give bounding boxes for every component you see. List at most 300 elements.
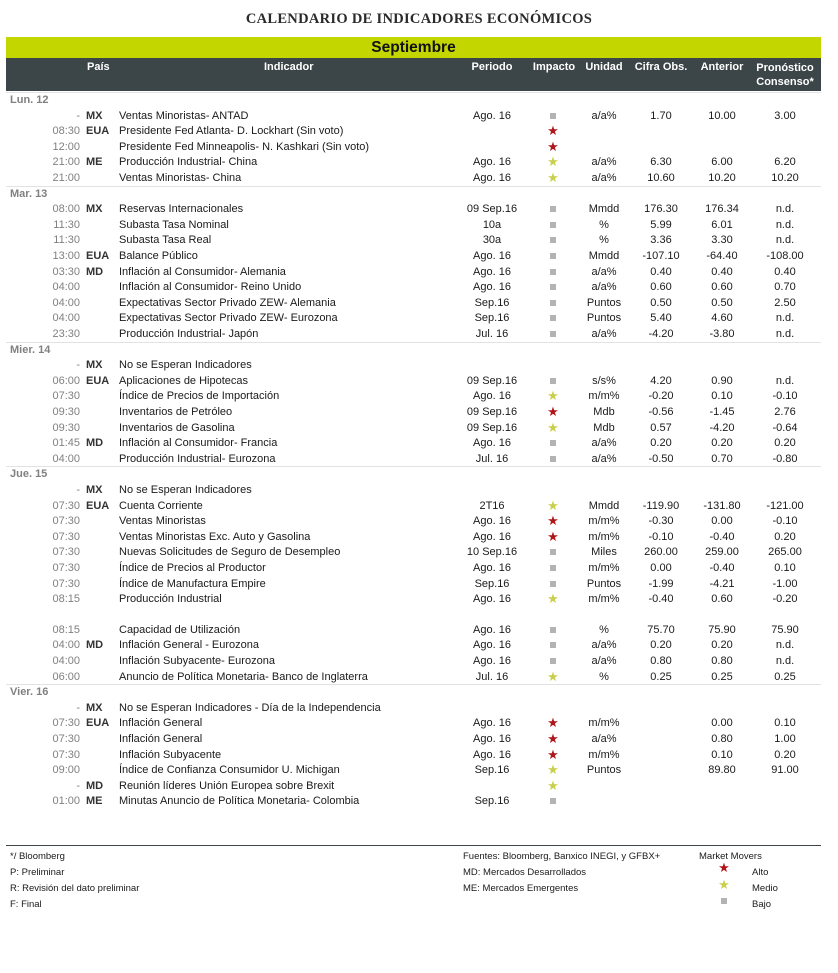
day-label: Vier. 16 [10, 686, 49, 699]
table-row [0, 435, 838, 451]
indicator-cell: Producción Industrial- China [119, 156, 258, 169]
period-cell: 10 Sep.16 [466, 546, 518, 559]
forecast-cell: 0.70 [774, 281, 796, 294]
month-banner: Septiembre [6, 37, 821, 58]
unit-cell: % [599, 234, 609, 247]
observed-cell: 0.00 [650, 562, 672, 574]
indicator-cell: Producción Industrial [119, 593, 222, 606]
indicator-cell: Índice de Precios al Productor [119, 562, 266, 574]
time-cell: 07:30 [52, 546, 80, 559]
impact-low-square-icon [538, 622, 568, 636]
legend-title: Market Movers [699, 851, 762, 862]
period-cell: 2T16 [479, 499, 505, 512]
unit-cell: m/m% [588, 562, 620, 574]
table-row [0, 123, 838, 139]
day-label: Mar. 13 [10, 187, 48, 200]
table-row [0, 622, 838, 638]
indicator-cell: Anuncio de Política Monetaria- Banco de Inglaterra [119, 670, 368, 683]
observed-cell: 0.20 [650, 437, 672, 450]
indicator-cell: Inventarios de Gasolina [119, 421, 235, 434]
previous-cell: 176.34 [705, 203, 739, 216]
observed-cell: 3.36 [650, 234, 672, 247]
period-cell: Ago. 16 [473, 156, 511, 169]
table-row [0, 217, 838, 233]
day-header-row [0, 92, 838, 108]
period-cell: Ago. 16 [473, 281, 511, 294]
unit-cell: Puntos [586, 764, 622, 777]
indicator-cell: Producción Industrial- Japón [119, 328, 259, 340]
time-cell: 07:30 [52, 717, 80, 730]
unit-cell: a/a% [591, 281, 617, 294]
time-cell: 07:30 [52, 562, 80, 574]
observed-cell: 5.99 [650, 218, 672, 231]
impact-high-star-icon: ★ [547, 528, 559, 544]
observed-cell: -0.56 [648, 406, 674, 418]
time-cell: 09:30 [52, 406, 80, 418]
day-label: Lun. 12 [10, 94, 49, 106]
unit-cell: a/a% [591, 172, 617, 184]
impact-high-star-icon: ★ [547, 746, 559, 762]
impact-low-square-icon [538, 248, 568, 262]
indicator-cell: No se Esperan Indicadores - Día de la Independencia [119, 701, 381, 714]
impact-medium-star-icon: ★ [547, 591, 559, 607]
table-row [0, 108, 838, 124]
indicator-cell: Inflación al Consumidor- Francia [119, 437, 278, 450]
observed-cell: 10.60 [647, 172, 675, 184]
period-cell: 09 Sep.16 [466, 406, 518, 418]
observed-cell: 0.40 [650, 265, 672, 278]
country-cell: EUA [86, 125, 110, 138]
col-pronostico-line2: Consenso* [756, 76, 814, 88]
previous-cell: 0.60 [711, 593, 733, 606]
observed-cell: 176.30 [644, 203, 678, 216]
forecast-cell: 75.90 [771, 623, 799, 636]
country-cell: EUA [86, 499, 110, 512]
previous-cell: 0.50 [711, 296, 733, 309]
unit-cell: Miles [591, 546, 617, 559]
table-row [0, 482, 838, 498]
time-cell: 04:00 [52, 296, 80, 309]
day-header-row [0, 342, 838, 358]
table-row [0, 669, 838, 685]
time-cell: 08:15 [52, 593, 80, 606]
indicator-cell: Capacidad de Utilización [119, 623, 241, 636]
time-cell: 06:00 [52, 670, 80, 683]
country-cell: EUA [86, 250, 110, 262]
observed-cell: 75.70 [647, 623, 675, 636]
table-row [0, 232, 838, 248]
time-cell: 08:30 [52, 125, 80, 138]
table-header [6, 58, 821, 91]
previous-cell: 0.60 [711, 281, 733, 294]
unit-cell: m/m% [588, 593, 620, 606]
impact-medium-star-icon: ★ [547, 777, 559, 793]
forecast-cell: -108.00 [766, 250, 804, 262]
footnote-revision: R: Revisión del dato preliminar [10, 883, 140, 894]
unit-cell: % [599, 218, 609, 231]
time-cell: - [76, 701, 80, 714]
forecast-cell: 3.00 [774, 109, 796, 122]
forecast-cell: 0.20 [774, 748, 796, 761]
table-bottom-rule [6, 845, 821, 846]
period-cell: Ago. 16 [473, 623, 511, 636]
impact-high-star-icon: ★ [547, 404, 559, 419]
period-cell: Sep.16 [474, 312, 510, 325]
forecast-cell: 0.10 [774, 562, 796, 574]
country-cell: EUA [86, 717, 110, 730]
observed-cell: 4.20 [650, 374, 672, 387]
previous-cell: -1.45 [709, 406, 735, 418]
footnote-bloomberg: */ Bloomberg [10, 851, 65, 862]
previous-cell: -64.40 [706, 250, 738, 262]
forecast-cell: 1.00 [774, 733, 796, 745]
period-cell: Sep.16 [474, 577, 510, 590]
unit-cell: a/a% [591, 639, 617, 652]
forecast-cell: 0.20 [774, 437, 796, 450]
forecast-cell: n.d. [775, 234, 795, 247]
period-cell: Ago. 16 [473, 717, 511, 730]
day-separator [6, 92, 821, 93]
time-cell: 01:00 [52, 795, 80, 808]
day-label: Mier. 14 [10, 343, 51, 356]
previous-cell: 0.40 [711, 265, 733, 278]
impact-low-square-icon [538, 576, 568, 590]
time-cell: 06:00 [52, 374, 80, 387]
unit-cell: m/m% [588, 748, 620, 761]
table-row [0, 451, 838, 467]
table-row [0, 248, 838, 264]
previous-cell: 0.10 [711, 748, 733, 761]
table-row [0, 653, 838, 669]
forecast-cell: 265.00 [768, 546, 802, 559]
day-separator [6, 342, 821, 343]
period-cell: Ago. 16 [473, 655, 511, 667]
observed-cell: -1.99 [648, 577, 674, 590]
unit-cell: Puntos [586, 312, 622, 325]
observed-cell: -107.10 [642, 250, 680, 262]
unit-cell: a/a% [591, 109, 617, 122]
table-row [0, 170, 838, 186]
table-row [0, 747, 838, 763]
country-cell: MD [86, 265, 104, 278]
previous-cell: 6.00 [711, 156, 733, 169]
unit-cell: % [599, 623, 609, 636]
table-row [0, 388, 838, 404]
table-row [0, 357, 838, 373]
indicator-cell: Nuevas Solicitudes de Seguro de Desempleo [119, 546, 341, 559]
impact-medium-star-icon: ★ [547, 497, 559, 513]
period-cell: Ago. 16 [473, 593, 511, 606]
impact-high-star-icon: ★ [547, 715, 559, 731]
unit-cell: a/a% [591, 156, 617, 169]
impact-low-square-icon [538, 653, 568, 667]
page-title: CALENDARIO DE INDICADORES ECONÓMICOS [245, 11, 593, 27]
period-cell: Ago. 16 [473, 109, 511, 122]
forecast-cell: n.d. [775, 328, 795, 340]
impact-high-star-icon: ★ [547, 123, 559, 139]
forecast-cell: n.d. [775, 218, 795, 231]
indicator-cell: Ventas Minoristas Exc. Auto y Gasolina [119, 530, 311, 543]
country-cell: MD [86, 779, 104, 792]
unit-cell: Puntos [586, 296, 622, 309]
unit-cell: m/m% [588, 717, 620, 730]
col-pronostico [750, 61, 820, 89]
indicator-cell: Ventas Minoristas- ANTAD [119, 109, 249, 122]
spacer-row [0, 607, 838, 623]
country-cell: ME [86, 795, 103, 808]
table-row [0, 560, 838, 576]
unit-cell: Mdb [593, 421, 615, 434]
observed-cell: 5.40 [650, 312, 672, 325]
observed-cell: 0.20 [650, 639, 672, 652]
table-row [0, 778, 838, 794]
impact-medium-star-icon: ★ [547, 170, 559, 185]
impact-low-square-icon [538, 232, 568, 246]
day-header-row [0, 186, 838, 202]
previous-cell: 0.80 [711, 733, 733, 745]
time-cell: 07:30 [52, 748, 80, 761]
period-cell: 09 Sep.16 [466, 374, 518, 387]
day-separator [6, 186, 821, 187]
indicator-cell: Balance Público [119, 250, 198, 262]
unit-cell: % [599, 670, 609, 683]
time-cell: 07:30 [52, 530, 80, 543]
country-cell: MX [86, 359, 103, 372]
table-row [0, 637, 838, 653]
previous-cell: 0.90 [711, 374, 733, 387]
table-row [0, 513, 838, 529]
impact-low-square-icon [538, 373, 568, 387]
time-cell: - [76, 484, 80, 496]
legend-high-star-icon: ★ [718, 860, 730, 875]
period-cell: 30a [482, 234, 502, 247]
period-cell: Sep.16 [474, 795, 510, 808]
previous-cell: 10.00 [708, 109, 736, 122]
time-cell: 07:30 [52, 390, 80, 403]
forecast-cell: -0.20 [772, 593, 798, 606]
footnote-preliminar: P: Preliminar [10, 867, 65, 878]
forecast-cell: -0.64 [772, 421, 798, 434]
col-unidad: Unidad [585, 61, 623, 73]
forecast-cell: 0.40 [774, 265, 796, 278]
previous-cell: 0.25 [711, 670, 733, 683]
previous-cell: 0.70 [711, 452, 733, 465]
time-cell: 12:00 [52, 140, 80, 153]
col-impacto: Impacto [532, 61, 576, 73]
period-cell: Ago. 16 [473, 733, 511, 745]
sources-note: Fuentes: Bloomberg, Banxico INEGI, y GFBX+ [463, 851, 661, 862]
indicator-cell: Inflación General - Eurozona [119, 639, 260, 652]
table-row [0, 264, 838, 280]
time-cell: 09:00 [52, 764, 80, 777]
impact-medium-star-icon: ★ [547, 762, 559, 778]
period-cell: Ago. 16 [473, 748, 511, 761]
country-cell: MD [86, 639, 104, 652]
time-cell: 04:00 [52, 281, 80, 294]
period-cell: 10a [482, 218, 502, 231]
indicator-cell: Inflación al Consumidor- Reino Unido [119, 281, 302, 294]
legend-medium-label: Medio [752, 883, 778, 894]
me-note: ME: Mercados Emergentes [463, 883, 579, 894]
indicator-cell: No se Esperan Indicadores [119, 484, 252, 496]
time-cell: 01:45 [52, 437, 80, 450]
previous-cell: 3.30 [711, 234, 733, 247]
legend-high-label: Alto [752, 867, 769, 878]
impact-low-square-icon [538, 544, 568, 558]
indicator-cell: Ventas Minoristas [119, 515, 206, 528]
table-row [0, 154, 838, 170]
time-cell: - [76, 779, 80, 792]
indicator-cell: No se Esperan Indicadores [119, 359, 252, 372]
forecast-cell: 6.20 [774, 156, 796, 169]
legend-low-label: Bajo [752, 899, 772, 910]
forecast-cell: -0.10 [772, 390, 798, 403]
impact-low-square-icon [538, 201, 568, 215]
time-cell: 07:30 [52, 515, 80, 528]
table-row [0, 279, 838, 295]
indicator-cell: Expectativas Sector Privado ZEW- Eurozona [119, 312, 338, 325]
time-cell: 04:00 [52, 655, 80, 667]
time-cell: - [76, 359, 80, 372]
unit-cell: m/m% [588, 390, 620, 403]
unit-cell: Mmdd [588, 250, 620, 262]
country-cell: ME [86, 156, 103, 169]
period-cell: Ago. 16 [473, 265, 511, 278]
previous-cell: 0.00 [711, 515, 733, 528]
observed-cell: 0.57 [650, 421, 672, 434]
forecast-cell: -0.10 [772, 515, 798, 528]
col-anterior: Anterior [700, 61, 744, 73]
table-row [0, 529, 838, 545]
indicator-cell: Aplicaciones de Hipotecas [119, 374, 249, 387]
footnote-final: F: Final [10, 899, 42, 910]
table-row [0, 404, 838, 420]
previous-cell: -4.21 [709, 577, 735, 590]
impact-low-square-icon [538, 637, 568, 651]
time-cell: 21:00 [52, 156, 80, 169]
period-cell: 09 Sep.16 [466, 421, 518, 434]
forecast-cell: 0.25 [774, 670, 796, 683]
period-cell: Ago. 16 [473, 437, 511, 450]
previous-cell: 75.90 [708, 623, 736, 636]
impact-high-star-icon: ★ [547, 513, 559, 529]
indicator-cell: Índice de Precios de Importación [119, 390, 280, 403]
country-cell: MD [86, 437, 104, 450]
table-row [0, 731, 838, 747]
previous-cell: -3.80 [709, 328, 735, 340]
impact-low-square-icon [538, 793, 568, 807]
unit-cell: a/a% [591, 733, 617, 745]
period-cell: Ago. 16 [473, 390, 511, 403]
previous-cell: -0.40 [709, 562, 735, 574]
impact-low-square-icon [538, 217, 568, 231]
impact-low-square-icon [538, 451, 568, 465]
period-cell: Ago. 16 [473, 562, 511, 574]
impact-medium-star-icon: ★ [547, 388, 559, 404]
impact-low-square-icon [538, 326, 568, 340]
previous-cell: 89.80 [708, 764, 736, 777]
unit-cell: Mdb [593, 406, 615, 418]
indicator-cell: Ventas Minoristas- China [119, 172, 242, 184]
legend-low-square-icon [718, 891, 730, 909]
observed-cell: -0.40 [648, 593, 674, 606]
country-cell: EUA [86, 374, 110, 387]
impact-low-square-icon [538, 310, 568, 324]
col-pais: País [87, 61, 110, 73]
unit-cell: a/a% [591, 328, 617, 340]
table-row [0, 700, 838, 716]
period-cell: Ago. 16 [473, 530, 511, 543]
time-cell: 04:00 [52, 639, 80, 652]
indicator-cell: Índice de Confianza Consumidor U. Michigan [119, 764, 340, 777]
col-cifra: Cifra Obs. [634, 61, 688, 73]
previous-cell: -4.20 [709, 421, 735, 434]
observed-cell: 0.80 [650, 655, 672, 667]
time-cell: 11:30 [53, 234, 80, 247]
time-cell: 08:00 [52, 203, 80, 216]
observed-cell: -119.90 [642, 499, 680, 512]
table-row [0, 793, 838, 809]
impact-medium-star-icon: ★ [547, 668, 559, 684]
unit-cell: a/a% [591, 265, 617, 278]
impact-low-square-icon [538, 279, 568, 293]
period-cell: Sep.16 [474, 296, 510, 309]
table-row [0, 310, 838, 326]
table-row [0, 591, 838, 607]
indicator-cell: Inflación General [119, 717, 203, 730]
col-periodo: Periodo [471, 61, 513, 73]
forecast-cell: n.d. [775, 374, 795, 387]
indicator-cell: Subasta Tasa Nominal [119, 218, 229, 231]
previous-cell: 259.00 [705, 546, 739, 559]
time-cell: 07:30 [52, 733, 80, 745]
day-separator [6, 466, 821, 467]
period-cell: 09 Sep.16 [466, 203, 518, 216]
time-cell: 23:30 [52, 328, 80, 340]
period-cell: Ago. 16 [473, 515, 511, 528]
previous-cell: 0.20 [711, 437, 733, 450]
forecast-cell: n.d. [775, 312, 795, 325]
country-cell: MX [86, 484, 103, 496]
indicator-cell: Subasta Tasa Real [119, 234, 212, 247]
time-cell: 07:30 [52, 499, 80, 512]
forecast-cell: n.d. [775, 655, 795, 667]
day-header-row [0, 684, 838, 700]
table-row [0, 326, 838, 342]
forecast-cell: 10.20 [771, 172, 799, 184]
previous-cell: -0.40 [709, 530, 735, 543]
impact-high-star-icon: ★ [547, 138, 559, 154]
unit-cell: Puntos [586, 577, 622, 590]
time-cell: - [76, 109, 80, 122]
time-cell: 04:00 [52, 312, 80, 325]
period-cell: Jul. 16 [475, 670, 509, 683]
time-cell: 08:15 [52, 623, 80, 636]
time-cell: 03:30 [52, 265, 80, 278]
observed-cell: -0.30 [648, 515, 674, 528]
period-cell: Ago. 16 [473, 639, 511, 652]
impact-low-square-icon [538, 435, 568, 449]
forecast-cell: n.d. [775, 639, 795, 652]
indicator-cell: Reservas Internacionales [119, 203, 244, 216]
indicator-cell: Inflación Subyacente- Eurozona [119, 655, 275, 667]
previous-cell: 0.80 [711, 655, 733, 667]
time-cell: 09:30 [52, 421, 80, 434]
table-row [0, 576, 838, 592]
time-cell: 11:30 [53, 218, 80, 231]
previous-cell: 0.20 [711, 639, 733, 652]
md-note: MD: Mercados Desarrollados [463, 867, 587, 878]
